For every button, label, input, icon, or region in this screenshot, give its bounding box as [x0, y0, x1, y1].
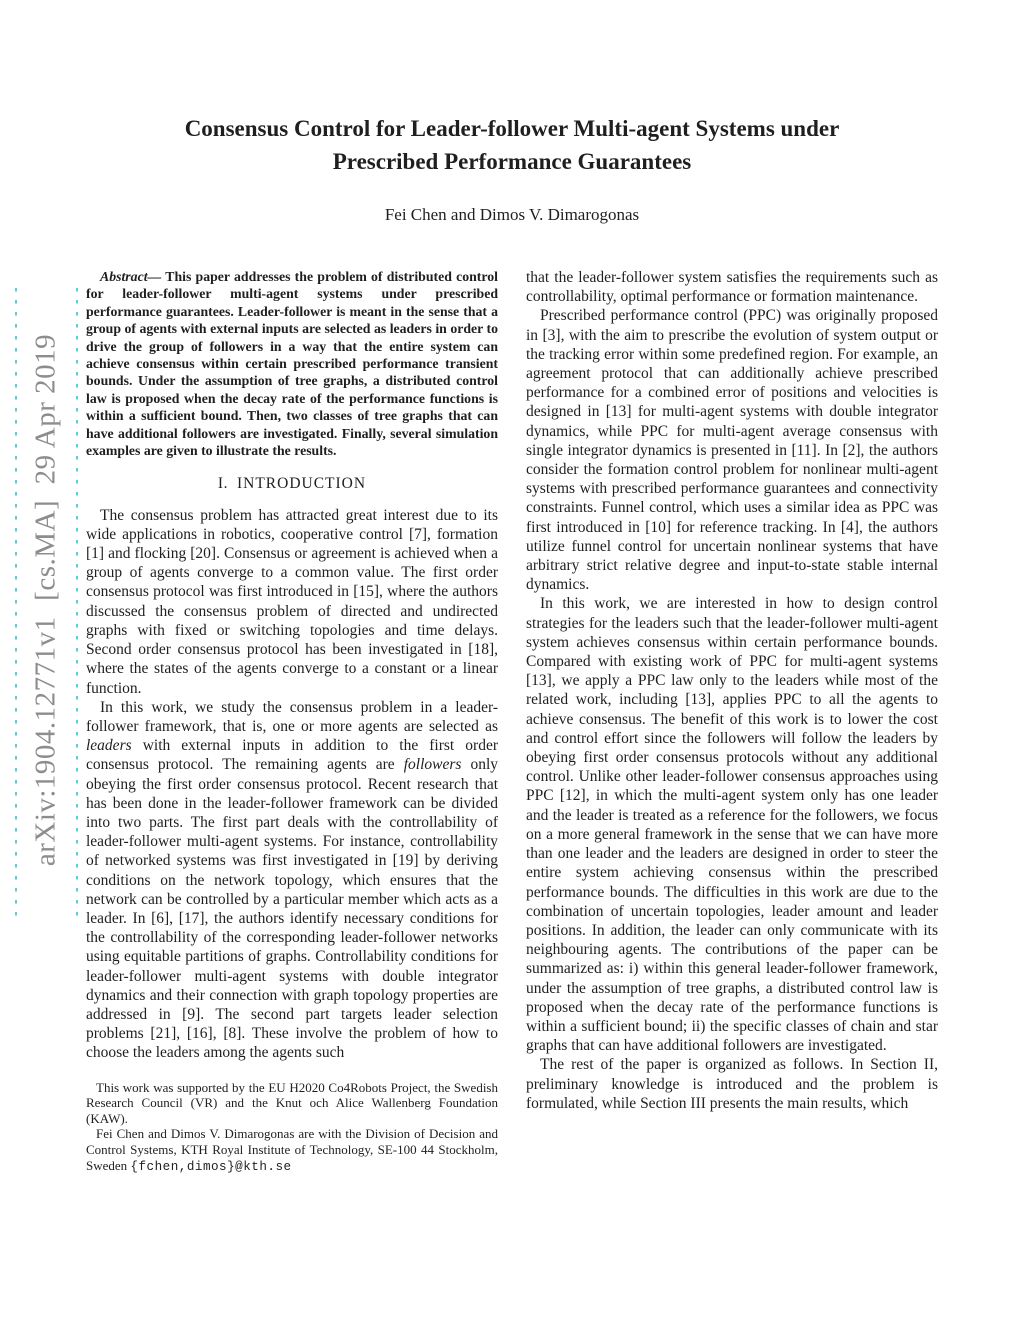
abstract-label: Abstract— [100, 269, 162, 284]
ppc-background-paragraph: Prescribed performance control (PPC) was originally proposed in [3], with the aim to prescribe the evolution of system output or the tracking error within some predefined region. For example, an agreement protocol that can additionally achieve prescribed performance for a combined error of positions and velocities is designed in [13] for multi-agent systems with double integrator dynamics, while PPC for multi-agent average consensus with single integrator dynamics is presented in [11]. In [2], the authors consider the formation control problem for nonlinear multi-agent systems with prescribed performance guarantees and connectivity constraints. Funnel control, which uses a similar idea as PPC was first introduced in [10] for reference tracking. In [4], the authors utilize funnel control for uncertain nonlinear systems that have arbitrary strict relative degree and input-to-state stable internal dynamics. [526, 307, 938, 594]
intro-paragraph-2 [86, 698, 498, 1063]
footnote-funding: This work was supported by the EU H2020 Co4Robots Project, the Swedish Research Council (VR) and the Knut och Alice Wallenberg Foundation (KAW). [86, 1079, 498, 1126]
followers-italic-term: followers [403, 756, 462, 774]
first-page-footnotes [86, 1080, 498, 1176]
contributions-paragraph: In this work, we are interested in how to design control strategies for the leaders such that the leader-follower multi-agent system achieves consensus within certain performance bounds. Compared with existing work of PPC for multi-agent systems [13], we apply a PPC law only to the leaders while most of the related work, including [13], applies PPC to all the agents to achieve consensus. The benefit of this work is to lower the cost and control effort since the followers will follow the leaders by obeying first order consensus protocols without any additional control. Unlike other leader-follower consensus approaches using PPC [12], in which the multi-agent system only has one leader and the leader is treated as a reference for the followers, we focus on a more general framework in the sense that we can have more than one leader and the leaders are designed in order to steer the entire system achieving consensus within the prescribed performance bounds. The difficulties in this work are due to the combination of uncertain topologies, leader amount and leader positions. In addition, the leader can only communicate with its neighbouring agents. The contributions of the paper can be summarized as: i) within this general leader-follower framework, under the assumption of tree graphs, a distributed control law is proposed when the decay rate of the performance functions is within a sufficient bound; ii) the specific classes of chain and star graphs that can have additional followers are investigated. [526, 595, 938, 1055]
intro-paragraph-1: The consensus problem has attracted great interest due to its wide applications in robotics, cooperative control [7], formation [1] and flocking [20]. Consensus or agreement is achieved when a group of agents converge to a common value. The first order consensus protocol was first introduced in [15], where the authors discussed the consensus problem of directed and undirected graphs with fixed or switching topologies and time delays. Second order consensus protocol has been investigated in [18], where the states of the agents converge to a constant or a linear function. [86, 506, 498, 697]
paper-organization-paragraph: The rest of the paper is organized as follows. In Section II, preliminary knowledge is introduced and the problem is formulated, while Section III presents the main results, which [526, 1056, 938, 1112]
section-heading-introduction [86, 474, 498, 493]
paper-title [86, 112, 938, 178]
paper-authors: Fei Chen and Dimos V. Dimarogonas [384, 205, 640, 224]
author-email: {fchen,dimos}@kth.se [130, 1159, 292, 1174]
arxiv-identifier-stamp: arXiv:1904.12771v1 [cs.MA] 29 Apr 2019 [29, 333, 62, 867]
abstract [86, 268, 498, 459]
footnote-affiliation [86, 1126, 498, 1175]
affiliation-text: Fei Chen and Dimos V. Dimarogonas are with the Division of Decision and Control Systems, KTH Royal Institute of Technology, SE-100 44 Stockholm, Sweden [86, 1126, 498, 1173]
continuation-paragraph: that the leader-follower system satisfies the requirements such as controllability, optimal performance or formation maintenance. [526, 269, 938, 306]
right-column [526, 268, 938, 1175]
left-column [86, 268, 498, 1175]
leaders-italic-term: leaders [86, 737, 132, 755]
arxiv-stamp-dotted-line-left [15, 288, 17, 916]
intro-paragraph-2-text: only obeying the first order consensus protocol. Recent research that has been done in the leader-follower framework can be divided into two parts. The first part deals with the controllability of leader-follower multi-agent systems. For instance, controllability of networked systems was first investigated in [19] by deriving conditions on the network topology, which ensures that the network can be controlled by a particular member which acts as a leader. In [6], [17], the authors identify necessary conditions for the controllability of the corresponding leader-follower networks using equitable partitions of graphs. Controllability conditions for leader-follower multi-agent systems with double integrator dynamics and their connection with graph topology properties are addressed in [9]. The second part targets leader selection problems [21], [16], [8]. These involve the problem of how to choose the leaders among the agents such [86, 756, 499, 1062]
abstract-text: This paper addresses the problem of distributed control for leader-follower multi-agent systems under prescribed performance guarantees. Leader-follower is meant in the sense that a group of agents with external inputs are selected as leaders in order to drive the group of followers in a way that the entire system can achieve consensus within certain prescribed performance transient bounds. Under the assumption of tree graphs, a distributed control law is proposed when the decay rate of the performance functions is within a sufficient bound. Then, two classes of tree graphs that can have additional followers are investigated. Finally, several simulation examples are given to illustrate the results. [86, 269, 498, 459]
section-title: INTRODUCTION [236, 475, 367, 493]
intro-paragraph-2-text: with external inputs in addition to the first order consensus protocol. The remaining agents are [86, 737, 498, 774]
section-number: I. [217, 475, 228, 493]
paper-title-line1: Consensus Control for Leader-follower Multi-agent Systems under [184, 116, 840, 141]
paper-content [86, 112, 938, 1175]
two-column-body [86, 268, 938, 1175]
paper-title-line2: Prescribed Performance Guarantees [332, 149, 692, 174]
intro-paragraph-2-text: In this work, we study the consensus problem in a leader-follower framework, that is, one or more agents are selected as [86, 698, 498, 735]
arxiv-stamp-dotted-line-right [76, 288, 78, 916]
